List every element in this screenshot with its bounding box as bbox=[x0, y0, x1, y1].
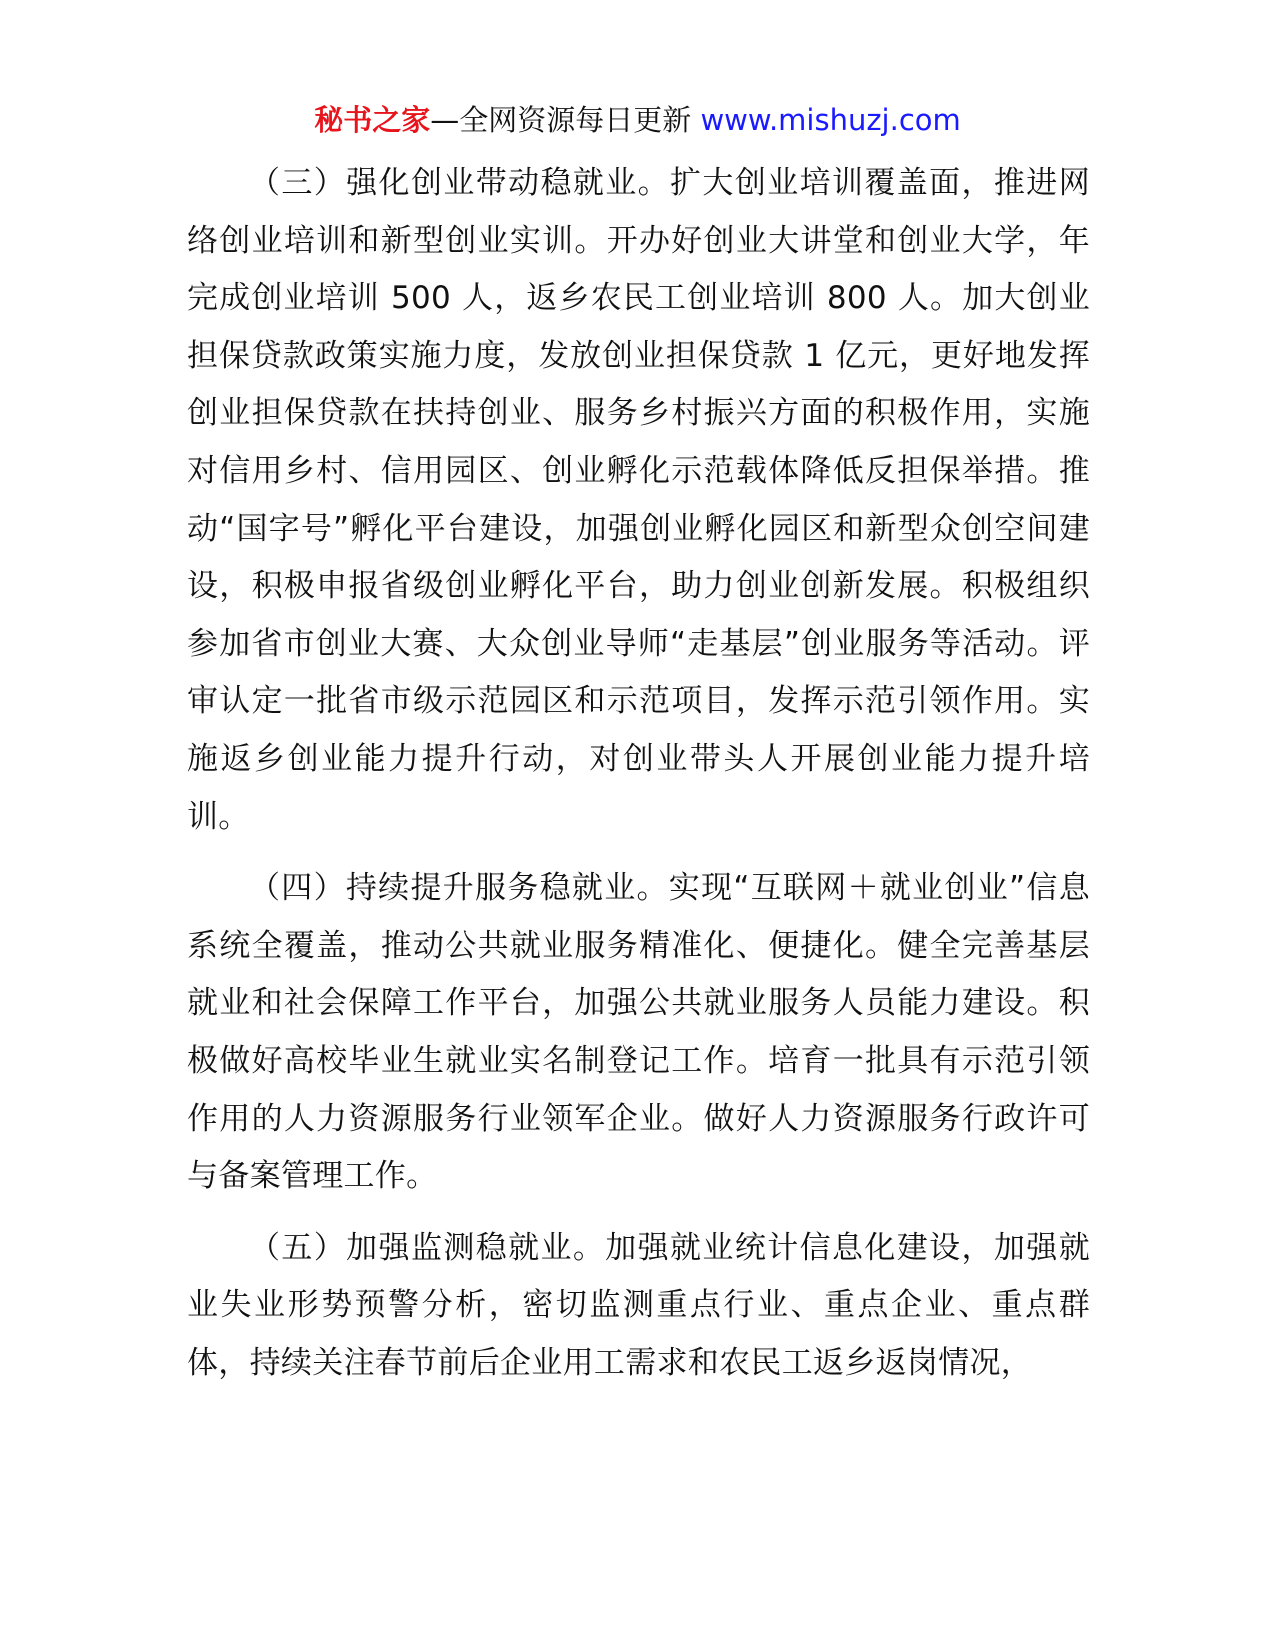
paragraph-4-services: （四）持续提升服务稳就业。实现“互联网＋就业创业”信息系统全覆盖，推动公共就业服务精准化、便捷化。健全完善基层就业和社会保障工作平台，加强公共就业服务人员能力建设。积极做好高校毕业生就业实名制登记工作。培育一批具有示范引领作用的人力资源服务行业领军企业。做好人力资源服务行政许可与备案管理工作。 bbox=[187, 870, 1090, 1195]
site-tagline: —全网资源每日更新 bbox=[430, 103, 692, 137]
site-brand: 秘书之家 bbox=[314, 103, 431, 137]
document-body bbox=[187, 155, 1090, 1406]
paragraph-3-entrepreneurship: （三）强化创业带动稳就业。扩大创业培训覆盖面，推进网络创业培训和新型创业实训。开办好创业大讲堂和创业大学，年完成创业培训 500 人，返乡农民工创业培训 800 人。加大创业担保贷款政策实施力度，发放创业担保贷款 1 亿元，更好地发挥创业担保贷款在扶持创业、服务乡村振兴方面的积极作用，实施对信用乡村、信用园区、创业孵化示范载体降低反担保举措。推动“国字号”孵化平台建设，加强创业孵化园区和新型众创空间建设，积极申报省级创业孵化平台，助力创业创新发展。积极组织参加省市创业大赛、大众创业导师“走基层”创业服务等活动。评审认定一批省市级示范园区和示范项目，发挥示范引领作用。实施返乡创业能力提升行动，对创业带头人开展创业能力提升培训。 bbox=[187, 165, 1090, 835]
paragraph-5-monitoring: （五）加强监测稳就业。加强就业统计信息化建设，加强就业失业形势预警分析，密切监测重点行业、重点企业、重点群体，持续关注春节前后企业用工需求和农民工返乡返岗情况， bbox=[187, 1229, 1090, 1381]
page-header bbox=[0, 100, 1275, 140]
site-url-link[interactable]: www.mishuzj.com bbox=[700, 103, 961, 137]
